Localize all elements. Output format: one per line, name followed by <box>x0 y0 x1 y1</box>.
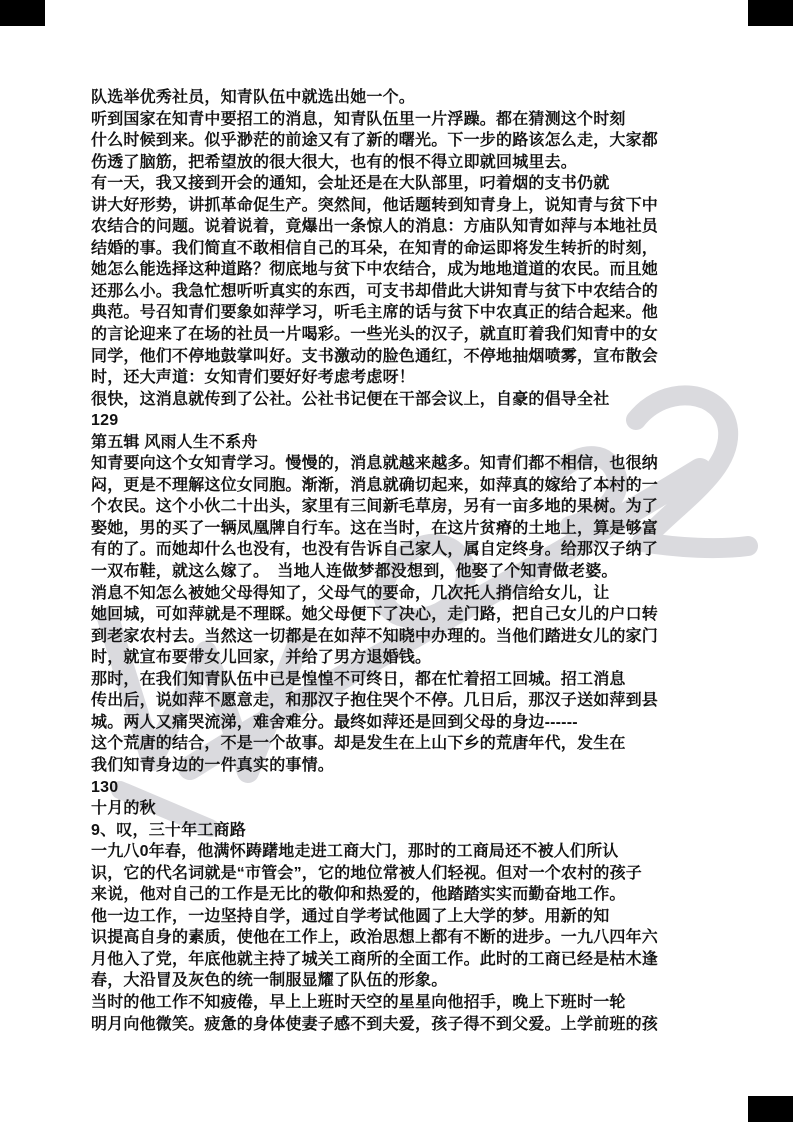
text-line: 识，它的代名词就是“市管会”，它的地位常被人们轻视。但对一个农村的孩子 <box>91 864 643 882</box>
text-line: 十月的秋 <box>91 800 156 818</box>
text-line: 到老家农村去。当然这一切都是在如萍不知晓中办理的。当他们踏进女儿的家门 <box>91 627 659 645</box>
text-line: 队选举优秀社员，知青队伍中就选出她一个。 <box>91 89 416 106</box>
text-line: 他一边工作，一边坚持自学，通过自学考试他圆了上大学的梦。用新的知 <box>91 907 610 925</box>
text-line: 明月向他微笑。疲惫的身体使妻子感不到夫爱，孩子得不到父爱。上学前班的孩 <box>91 1015 659 1033</box>
text-line: 典范。号召知青们要象如萍学习，听毛主席的话与贫下中农真正的结合起来。他 <box>91 304 659 322</box>
text-line: 时，就宣布要带女儿回家，并给了男方退婚钱。 <box>91 649 432 667</box>
text-line: 个农民。这个小伙二十出头，家里有三间新毛草房，另有一亩多地的果树。为了 <box>91 498 659 516</box>
text-line: 她怎么能选择这种道路？彻底地与贫下中农结合，成为地地道道的农民。而且她 <box>91 261 659 279</box>
text-line: 知青要向这个女知青学习。慢慢的，消息就越来越多。知青们都不相信，也很纳 <box>91 455 659 473</box>
text-line: 时，还大声道：女知青们要好好考虑考虑呀！ <box>91 369 416 387</box>
text-line: 的言论迎来了在场的社员一片喝彩。一些光头的汉子，就直盯着我们知青中的女 <box>91 326 659 344</box>
text-line: 那时，在我们知青队伍中已是惶惶不可终日，都在忙着招工回城。招工消息 <box>91 670 626 688</box>
text-line: 她回城，可如萍就是不理睬。她父母便下了决心，走门路，把自己女儿的户口转 <box>91 606 659 624</box>
text-line: 第五辑 风雨人生不系舟 <box>91 433 258 451</box>
text-line: 129 <box>91 412 119 430</box>
text-line: 有的了。而她却什么也没有，也没有告诉自己家人，属自定终身。给那汉子纳了 <box>91 541 659 559</box>
text-line: 还那么小。我急忙想听听真实的东西，可支书却借此大讲知青与贫下中农结合的 <box>91 282 659 300</box>
text-line: 城。两人又痛哭流涕，难舍难分。最终如萍还是回到父母的身边------ <box>91 713 578 731</box>
text-line: 一双布鞋，就这么嫁了。 当地人连做梦都没想到，他娶了个知青做老婆。 <box>91 563 618 581</box>
text-line: 同学，他们不停地鼓掌叫好。支书激动的脸色通红，不停地抽烟喷雾，宣布散会 <box>91 347 659 365</box>
text-line: 听到国家在知青中要招工的消息，知青队伍里一片浮躁。都在猜测这个时刻 <box>91 110 626 128</box>
corner-marker-bottom-right <box>748 1096 793 1122</box>
text-line: 农结合的问题。说着说着，竟爆出一条惊人的消息：方庙队知青如萍与本地社员 <box>91 218 659 236</box>
document-text <box>91 87 731 1035</box>
text-line: 我们知青身边的一件真实的事情。 <box>91 756 335 774</box>
text-line: 月他入了党，年底他就主持了城关工商所的全面工作。此时的工商已经是枯木逢 <box>91 950 659 968</box>
corner-marker-top-left <box>0 0 45 26</box>
corner-marker-top-right <box>748 0 793 26</box>
text-line: 结婚的事。我们简直不敢相信自己的耳朵，在知青的命运即将发生转折的时刻， <box>91 239 659 257</box>
text-line: 识提高自身的素质，使他在工作上，政治思想上都有不断的进步。一九八四年六 <box>91 929 659 947</box>
text-line: 闷，更是不理解这位女同胞。渐渐，消息就确切起来，如萍真的嫁给了本村的一 <box>91 476 659 494</box>
text-line: 一九八0年春，他满怀踌躇地走进工商大门，那时的工商局还不被人们所认 <box>91 843 619 861</box>
text-line: 春，大沿冒及灰色的统一制服显耀了队伍的形象。 <box>91 972 448 990</box>
text-line: 娶她，男的买了一辆凤凰牌自行车。这在当时，在这片贫瘠的土地上，算是够富 <box>91 519 659 537</box>
text-line: 伤透了脑筋，把希望放的很大很大，也有的恨不得立即就回城里去。 <box>91 153 578 171</box>
text-line: 很快，这消息就传到了公社。公社书记便在干部会议上，自豪的倡导全社 <box>91 390 610 408</box>
text-line: 来说，他对自己的工作是无比的敬仰和热爱的，他踏踏实实而勤奋地工作。 <box>91 886 626 904</box>
text-line: 消息不知怎么被她父母得知了，父母气的要命，几次托人捎信给女儿，让 <box>91 584 610 602</box>
text-line: 这个荒唐的结合，不是一个故事。却是发生在上山下乡的荒唐年代，发生在 <box>91 735 626 753</box>
text-line: 9、叹，三十年工商路 <box>91 821 246 839</box>
text-line: 130 <box>91 778 119 796</box>
text-line: 有一天，我又接到开会的通知，会址还是在大队部里，叼着烟的支书仍就 <box>91 175 610 193</box>
text-line: 传出后，说如萍不愿意走，和那汉子抱住哭个不停。几日后，那汉子送如萍到县 <box>91 692 659 710</box>
text-line: 讲大好形势，讲抓革命促生产。突然间，他话题转到知青身上，说知青与贫下中 <box>91 196 659 214</box>
text-line: 当时的他工作不知疲倦，早上上班时天空的星星向他招手，晚上下班时一轮 <box>91 993 626 1011</box>
text-line: 什么时候到来。似乎渺茫的前途又有了新的曙光。下一步的路该怎么走，大家都 <box>91 132 659 150</box>
